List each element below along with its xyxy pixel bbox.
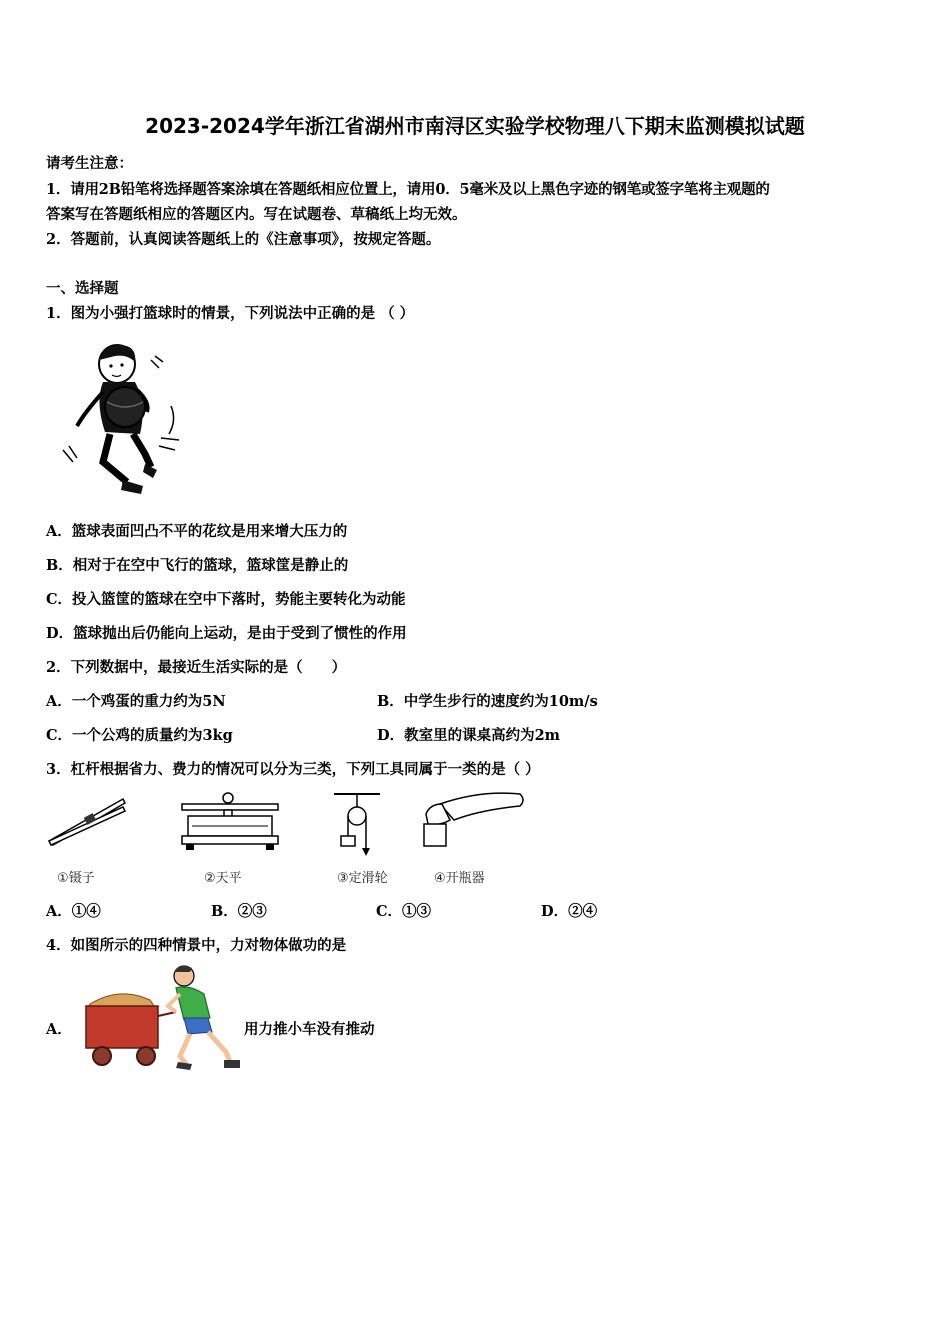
question-3-option-c: C．①③ [376,903,432,920]
caption-fixed-pulley: ③定滑轮 [337,871,388,886]
page-title: 2023-2024学年浙江省湖州市南浔区实验学校物理八下期末监测模拟试题 [145,114,805,138]
question-2-option-b: B．中学生步行的速度约为10m/s [377,693,598,710]
question-1-option-c: C．投入篮筐的篮球在空中下落时，势能主要转化为动能 [46,591,406,608]
notice-item2: 2．答题前，认真阅读答题纸上的《注意事项》，按规定答题。 [46,231,441,248]
bottle-opener-figure [420,790,530,850]
boy-basketball-figure [55,342,190,502]
question-3-option-d: D．②④ [541,903,598,920]
notice-item1-line2: 答案写在答题纸相应的答题区内。写在试题卷、草稿纸上均无效。 [46,206,467,223]
caption-tweezers: ①镊子 [57,871,95,886]
caption-balance: ②天平 [204,871,242,886]
section-heading: 一、选择题 [46,280,119,297]
question-3-option-a: A．①④ [46,903,101,920]
question-2-option-d: D．教室里的课桌高约为2m [377,727,561,744]
caption-bottle-opener: ④开瓶器 [434,871,485,886]
question-4-option-a-text: 用力推小车没有推动 [244,1021,375,1038]
question-1-option-d: D．篮球抛出后仍能向上运动，是由于受到了惯性的作用 [46,625,407,642]
notice-heading: 请考生注意： [46,155,133,172]
boy-pushing-cart-figure [80,960,245,1072]
fixed-pulley-figure [330,790,385,860]
balance-figure [178,790,283,855]
question-3-option-b: B．②③ [211,903,267,920]
question-3-stem: 3．杠杆根据省力、费力的情况可以分为三类，下列工具同属于一类的是（ ） [46,761,540,778]
question-2-option-a: A．一个鸡蛋的重力约为5N [46,693,226,710]
tweezers-figure [45,793,130,853]
question-2-option-c: C．一个公鸡的质量约为3kg [46,727,233,744]
question-1-stem: 1．图为小强打篮球时的情景，下列说法中正确的是 （ ） [46,305,415,322]
question-2-stem: 2．下列数据中，最接近生活实际的是（ ） [46,659,347,676]
question-4-stem: 4．如图所示的四种情景中，力对物体做功的是 [46,937,347,954]
question-4-option-a-label: A． [46,1021,72,1038]
question-1-option-a: A．篮球表面凹凸不平的花纹是用来增大压力的 [46,523,348,540]
question-1-option-b: B．相对于在空中飞行的篮球，篮球筐是静止的 [46,557,349,574]
notice-item1-line1: 1．请用2B铅笔将选择题答案涂填在答题纸相应位置上，请用0．5毫米及以上黑色字迹的钢笔或签字笔将主观题的 [46,181,770,198]
